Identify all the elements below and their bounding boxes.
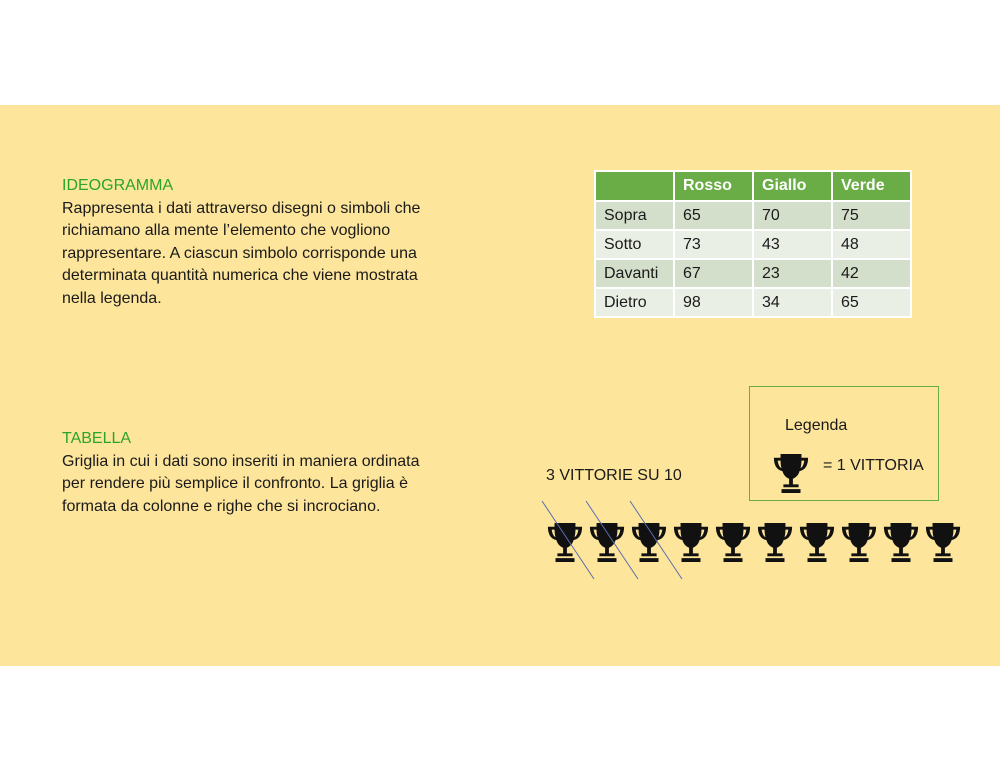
trophy-icon-crossed bbox=[546, 519, 584, 565]
legend-value: = 1 VITTORIA bbox=[823, 457, 924, 474]
table-cell: 34 bbox=[753, 288, 832, 317]
pictogram-summary: 3 VITTORIE SU 10 bbox=[546, 467, 682, 484]
table-row-label: Dietro bbox=[595, 288, 674, 317]
legend-box bbox=[749, 386, 939, 501]
legend-title: Legenda bbox=[785, 417, 848, 434]
slide bbox=[0, 105, 1000, 666]
table-header-row bbox=[595, 171, 911, 201]
table-cell: 65 bbox=[832, 288, 911, 317]
table-cell: 23 bbox=[753, 259, 832, 288]
trophy-icon-crossed bbox=[630, 519, 668, 565]
table-cell: 73 bbox=[674, 230, 753, 259]
trophy-icon bbox=[756, 519, 794, 565]
trophy-icon bbox=[924, 519, 962, 565]
ideogramma-description: Rappresenta i dati attraverso disegni o simboli che richiamano alla mente l’elemento che vogliono rappresentare. A ciascun simbolo corrisponde una determinata quantità numerica che viene mostrata nella legenda. bbox=[62, 199, 421, 307]
table-cell: 67 bbox=[674, 259, 753, 288]
table-row bbox=[595, 288, 911, 317]
trophy-icon bbox=[672, 519, 710, 565]
pictogram-row bbox=[546, 519, 966, 567]
trophy-icon bbox=[772, 452, 810, 494]
table-header-cell: Giallo bbox=[753, 171, 832, 201]
table-cell: 75 bbox=[832, 201, 911, 230]
table-row-label: Sopra bbox=[595, 201, 674, 230]
table-header-cell: Rosso bbox=[674, 171, 753, 201]
trophy-icon bbox=[798, 519, 836, 565]
table-cell: 98 bbox=[674, 288, 753, 317]
data-table bbox=[594, 170, 912, 318]
trophy-icon-crossed bbox=[588, 519, 626, 565]
table-header-cell: Verde bbox=[832, 171, 911, 201]
tabella-section bbox=[62, 428, 442, 518]
table-row-label: Davanti bbox=[595, 259, 674, 288]
ideogramma-heading: IDEOGRAMMA bbox=[62, 177, 174, 194]
ideogramma-section bbox=[62, 175, 442, 311]
table-row bbox=[595, 259, 911, 288]
table-cell: 48 bbox=[832, 230, 911, 259]
table-row bbox=[595, 230, 911, 259]
table-cell: 65 bbox=[674, 201, 753, 230]
trophy-icon bbox=[882, 519, 920, 565]
tabella-description: Griglia in cui i dati sono inseriti in maniera ordinata per rendere più semplice il confronto. La griglia è formata da colonne e righe che si incrociano. bbox=[62, 452, 420, 515]
table-cell: 70 bbox=[753, 201, 832, 230]
tabella-heading: TABELLA bbox=[62, 430, 132, 447]
trophy-icon bbox=[840, 519, 878, 565]
table-row-label: Sotto bbox=[595, 230, 674, 259]
table-cell: 43 bbox=[753, 230, 832, 259]
table-row bbox=[595, 201, 911, 230]
table-header-cell bbox=[595, 171, 674, 201]
trophy-icon bbox=[714, 519, 752, 565]
table-cell: 42 bbox=[832, 259, 911, 288]
